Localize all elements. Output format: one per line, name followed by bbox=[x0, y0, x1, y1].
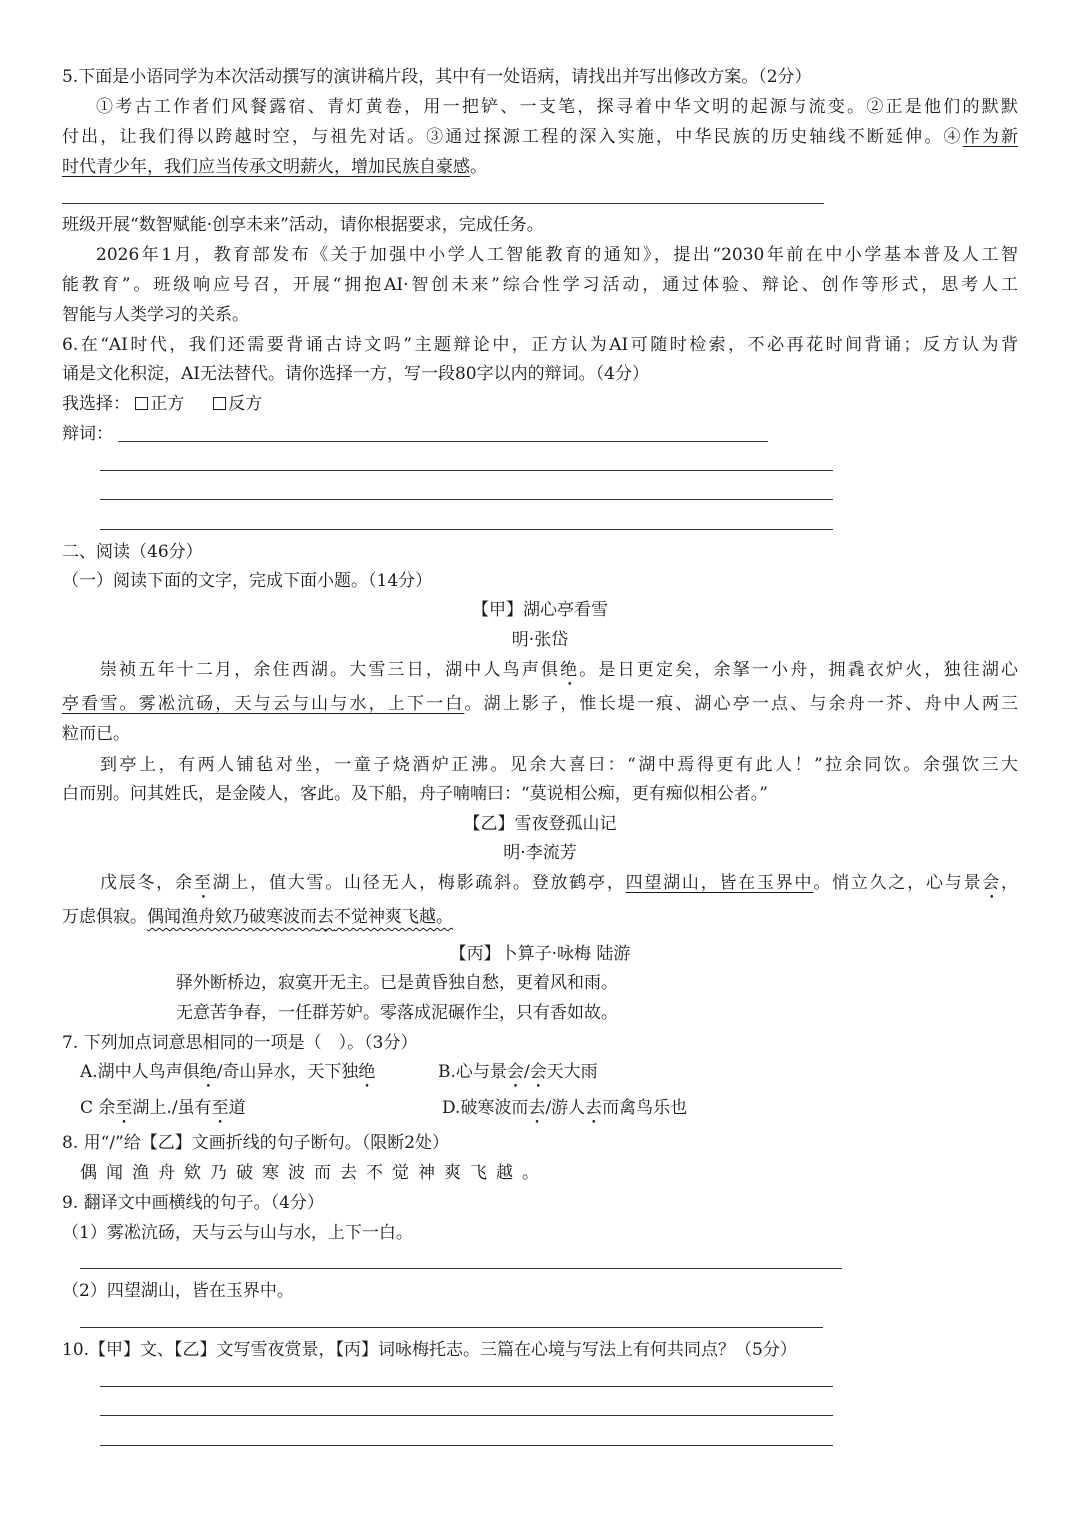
q6-choose-label: 我选择： bbox=[62, 394, 130, 414]
jia-author: 明·张岱 bbox=[511, 630, 569, 650]
q8-sentence[interactable]: 偶闻渔舟欸乃破寒波而去不觉神爽飞越。 bbox=[80, 1163, 548, 1183]
q6-answer-line-2[interactable] bbox=[100, 470, 833, 471]
bing-line1: 驿外断桥边，寂寞开无主。已是黄昏独自愁，更着风和雨。 bbox=[176, 973, 618, 993]
reading-section-title: 二、阅读（46分） bbox=[62, 542, 203, 562]
bing-line2: 无意苦争春，一任群芳妒。零落成泥碾作尘，只有香如故。 bbox=[176, 1003, 618, 1023]
q6-answer-line-3[interactable] bbox=[100, 499, 833, 500]
q6-stem-line2: 诵是文化积淀，AI无法替代。请你选择一方，写一段80字以内的辩词。（4分） bbox=[62, 364, 649, 384]
q10-answer-line-2[interactable] bbox=[100, 1415, 833, 1416]
q6-answer-label: 辩词： bbox=[62, 424, 113, 444]
q6-answer-line-4[interactable] bbox=[100, 529, 833, 530]
reading-part1-title: （一）阅读下面的文字，完成下面小题。（14分） bbox=[62, 571, 433, 591]
q7-option-a[interactable]: A.湖中人鸟声俱绝/奇山异水，天下独绝 bbox=[80, 1062, 376, 1082]
q10-stem: 10.【甲】文、【乙】文写雪夜赏景，【丙】词咏梅托志。三篇在心境与写法上有何共同点？（5分） bbox=[62, 1340, 797, 1360]
yi-title: 【乙】雪夜登孤山记 bbox=[463, 814, 617, 834]
q6-choice-row bbox=[62, 392, 1018, 416]
q6-checkbox-pro[interactable]: 正方 bbox=[135, 394, 184, 414]
bing-title: 【丙】卜算子·咏梅 陆游 bbox=[449, 944, 631, 964]
q5-prompt: 5.下面是小语同学为本次活动撰写的演讲稿片段，其中有一处语病，请找出并写出修改方案。（2分） bbox=[62, 67, 812, 87]
q10-answer-line-1[interactable] bbox=[100, 1386, 833, 1387]
jia-paragraph1-line3: 粒而已。 bbox=[62, 724, 130, 744]
q5-passage-line2: 付出，让我们得以跨越时空，与祖先对话。③通过探源工程的深入实施，中华民族的历史轴线不断延伸。④作为新 bbox=[62, 127, 1018, 147]
q8-stem: 8. 用“/”给【乙】文画折线的句子断句。（限断2处） bbox=[62, 1133, 450, 1153]
q6-stem-line1: 6.在“AI时代，我们还需要背诵古诗文吗”主题辩论中，正方认为AI可随时检索，不必再花时间背诵；反方认为背 bbox=[62, 335, 1018, 355]
activity-background-line3: 智能与人类学习的关系。 bbox=[62, 305, 249, 325]
q9-sentence1: （1）雾凇沆砀，天与云与山与水，上下一白。 bbox=[62, 1223, 413, 1243]
jia-paragraph1-line2: 亭看雪。雾凇沆砀，天与云与山与水，上下一白。湖上影子，惟长堤一痕、湖心亭一点、与余舟一芥、舟中人两三 bbox=[62, 694, 1019, 714]
activity-intro: 班级开展“数智赋能·创享未来”活动，请你根据要求，完成任务。 bbox=[62, 215, 544, 235]
checkbox-icon[interactable] bbox=[135, 397, 148, 410]
q9-sentence2: （2）四望湖山，皆在玉界中。 bbox=[62, 1281, 294, 1301]
jia-paragraph2-line2: 白而别。问其姓氏，是金陵人，客此。及下船，舟子喃喃曰：“莫说相公痴，更有痴似相公者。” bbox=[62, 784, 768, 804]
yi-paragraph-line2: 万虑俱寂。偶闻渔舟欸乃破寒波而去不觉神爽飞越。 bbox=[62, 907, 453, 927]
q9-answer-line-2[interactable] bbox=[80, 1327, 823, 1328]
q7-stem: 7. 下列加点词意思相同的一项是（ ）。（3分） bbox=[62, 1033, 418, 1053]
q9-answer-line-1[interactable] bbox=[80, 1268, 842, 1269]
activity-background-line1: 2026年1月，教育部发布《关于加强中小学人工智能教育的通知》，提出“2030年前在中小学基本普及人工智 bbox=[96, 245, 1018, 265]
q5-passage-line3: 时代青少年，我们应当传承文明薪火，增加民族自豪感。 bbox=[62, 157, 487, 177]
q5-answer-line[interactable] bbox=[62, 203, 824, 204]
jia-paragraph2-line1: 到亭上，有两人铺毡对坐，一童子烧酒炉正沸。见余大喜曰：“湖中焉得更有此人！”拉余同饮。余强饮三大 bbox=[100, 755, 1018, 775]
yi-author: 明·李流芳 bbox=[503, 843, 577, 863]
q7-option-b[interactable]: B.心与景会/会天大雨 bbox=[438, 1062, 598, 1082]
q9-stem: 9. 翻译文中画横线的句子。（4分） bbox=[62, 1193, 324, 1213]
checkbox-icon[interactable] bbox=[213, 397, 226, 410]
q6-checkbox-con[interactable]: 反方 bbox=[213, 394, 262, 414]
q7-option-c[interactable]: C 余至湖上./虽有至道 bbox=[80, 1098, 246, 1118]
jia-title: 【甲】湖心亭看雪 bbox=[472, 600, 608, 620]
activity-background-line2: 能教育”。班级响应号召，开展“拥抱AI·智创未来”综合性学习活动，通过体验、辩论、创作等形式，思考人工 bbox=[62, 275, 1018, 295]
q7-option-d[interactable]: D.破寒波而去/游人去而禽鸟乐也 bbox=[442, 1098, 688, 1118]
q6-answer-line-1[interactable] bbox=[118, 441, 768, 442]
yi-paragraph-line1: 戊辰冬，余至湖上，值大雪。山径无人，梅影疏斜。登放鹤亭，四望湖山，皆在玉界中。悄立久之，心与景会， bbox=[100, 873, 1019, 893]
q10-answer-line-3[interactable] bbox=[100, 1445, 833, 1446]
jia-paragraph1-line1: 崇祯五年十二月，余住西湖。大雪三日，湖中人鸟声俱绝。是日更定矣，余拏一小舟，拥毳衣炉火，独往湖心 bbox=[100, 660, 1019, 680]
q5-passage-line1: ①考古工作者们风餐露宿、青灯黄卷，用一把铲、一支笔，探寻着中华文明的起源与流变。②正是他们的默默 bbox=[96, 97, 1018, 117]
